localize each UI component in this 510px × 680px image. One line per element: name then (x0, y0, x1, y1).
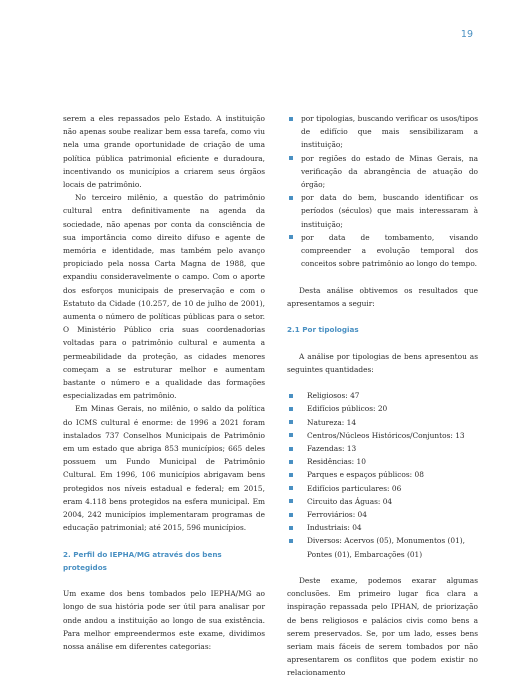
body-paragraph: Em Minas Gerais, no milênio, o saldo da política do ICMS cultural é enorme: de 1996 a 2021 foram instalados 737 Conselhos Municipais de Patrimônio em um estado que abriga 853 municípios; 665 deles possuem um Fundo Municipal de Patrimônio Cultural. Em 1996, 106 municípios abrigavam bens protegidos nos níveis estadual e federal; em 2015, eram 4.118 bens protegidos na esfera municipal. Em 2004, 242 municípios implementaram programas de educação patrimonial; até 2015, 596 municípios. (63, 404, 265, 533)
typology-count-item: Diversos: Acervos (05), Monumentos (01), Pontes (01), Embarcações (01) (287, 534, 478, 560)
typology-count-list (287, 389, 478, 561)
spacer (287, 336, 478, 349)
category-item: por regiões do estado de Minas Gerais, na verificação da abrangência de atuação do órgão; (287, 152, 478, 192)
body-paragraph: No terceiro milênio, a questão do patrimônio cultural entra definitivamente na agenda da sociedade, não apenas por conta da consciência de sua importância como direito difuso e agente de memória e identidade, mas também pelo avanço propiciado pela nossa Carta Magna de 1988, que expandiu consideravelmente o campo. Com o aporte dos esforços municipais de preservação e com o Estatuto da Cidade (10.257, de 10 de julho de 2001), aumenta o número de políticas públicas para o setor. O Ministério Público cria suas coordenadorias voltadas para o patrimônio cultural e aumenta a permeabilidade da proteção, as cidades menores começam a se estruturar melhor e aumentam bastante o número e a qualidade das formações especializadas em patrimônio. (63, 193, 265, 401)
spacer (287, 561, 478, 574)
category-item: por data do bem, buscando identificar os períodos (séculos) que mais interessaram à instituição; (287, 191, 478, 231)
subsection-intro: A análise por tipologias de bens apresentou as seguintes quantidades: (287, 351, 478, 374)
typology-count-item: Edifícios particulares: 06 (287, 482, 478, 495)
spacer (287, 270, 478, 283)
section-paragraph: Um exame dos bens tombados pelo IEPHA/MG ao longo de sua história pode ser útil para analisar por onde andou a instituição ao longo de sua existência. Para melhor empreendermos este exame, dividimos nossa análise em diferentes categorias: (63, 589, 265, 652)
spacer (287, 376, 478, 389)
typology-count-item: Fazendas: 13 (287, 442, 478, 455)
closing-paragraph: Deste exame, podemos exarar algumas conclusões. Em primeiro lugar fica clara a inspiração repassada pelo IPHAN, de priorização de bens religiosos e palácios civis como bens a serem preservados. Se, por um lado, esses bens seriam mais fáceis de serem tombados por não apresentarem os conflitos que podem existir no relacionamento (287, 576, 478, 678)
spacer (63, 535, 265, 548)
category-list (287, 112, 478, 270)
left-column (63, 112, 265, 653)
right-column (287, 112, 478, 680)
typology-count-item: Industriais: 04 (287, 521, 478, 534)
category-item: por data de tombamento, visando compreender a evolução temporal dos conceitos sobre patrimônio ao longo do tempo. (287, 231, 478, 271)
typology-count-item: Circuito das Águas: 04 (287, 495, 478, 508)
subsection-heading: 2.1 Por tipologias (287, 325, 359, 335)
spacer (287, 310, 478, 323)
category-item: por tipologias, buscando verificar os usos/tipos de edifício que mais sensibilizaram a instituição; (287, 112, 478, 152)
typology-count-item: Residências: 10 (287, 455, 478, 468)
typology-count-item: Edifícios públicos: 20 (287, 402, 478, 415)
body-paragraph: serem a eles repassados pelo Estado. A instituição não apenas soube realizar bem essa tarefa, como viu nela uma grande oportunidade de criação de uma política pública patrimonial eficiente e duradoura, incentivando os municípios a criarem seus órgãos locais de patrimônio. (63, 114, 265, 190)
page-number: 19 (460, 29, 473, 40)
section-heading: 2. Perfil do IEPHA/MG através dos bens protegidos (63, 549, 222, 572)
spacer (63, 574, 265, 587)
analysis-intro: Desta análise obtivemos os resultados que apresentamos a seguir: (287, 285, 478, 308)
typology-count-item: Ferroviários: 04 (287, 508, 478, 521)
typology-count-item: Centros/Núcleos Históricos/Conjuntos: 13 (287, 429, 478, 442)
typology-count-item: Religiosos: 47 (287, 389, 478, 402)
typology-count-item: Natureza: 14 (287, 416, 478, 429)
typology-count-item: Parques e espaços públicos: 08 (287, 468, 478, 481)
